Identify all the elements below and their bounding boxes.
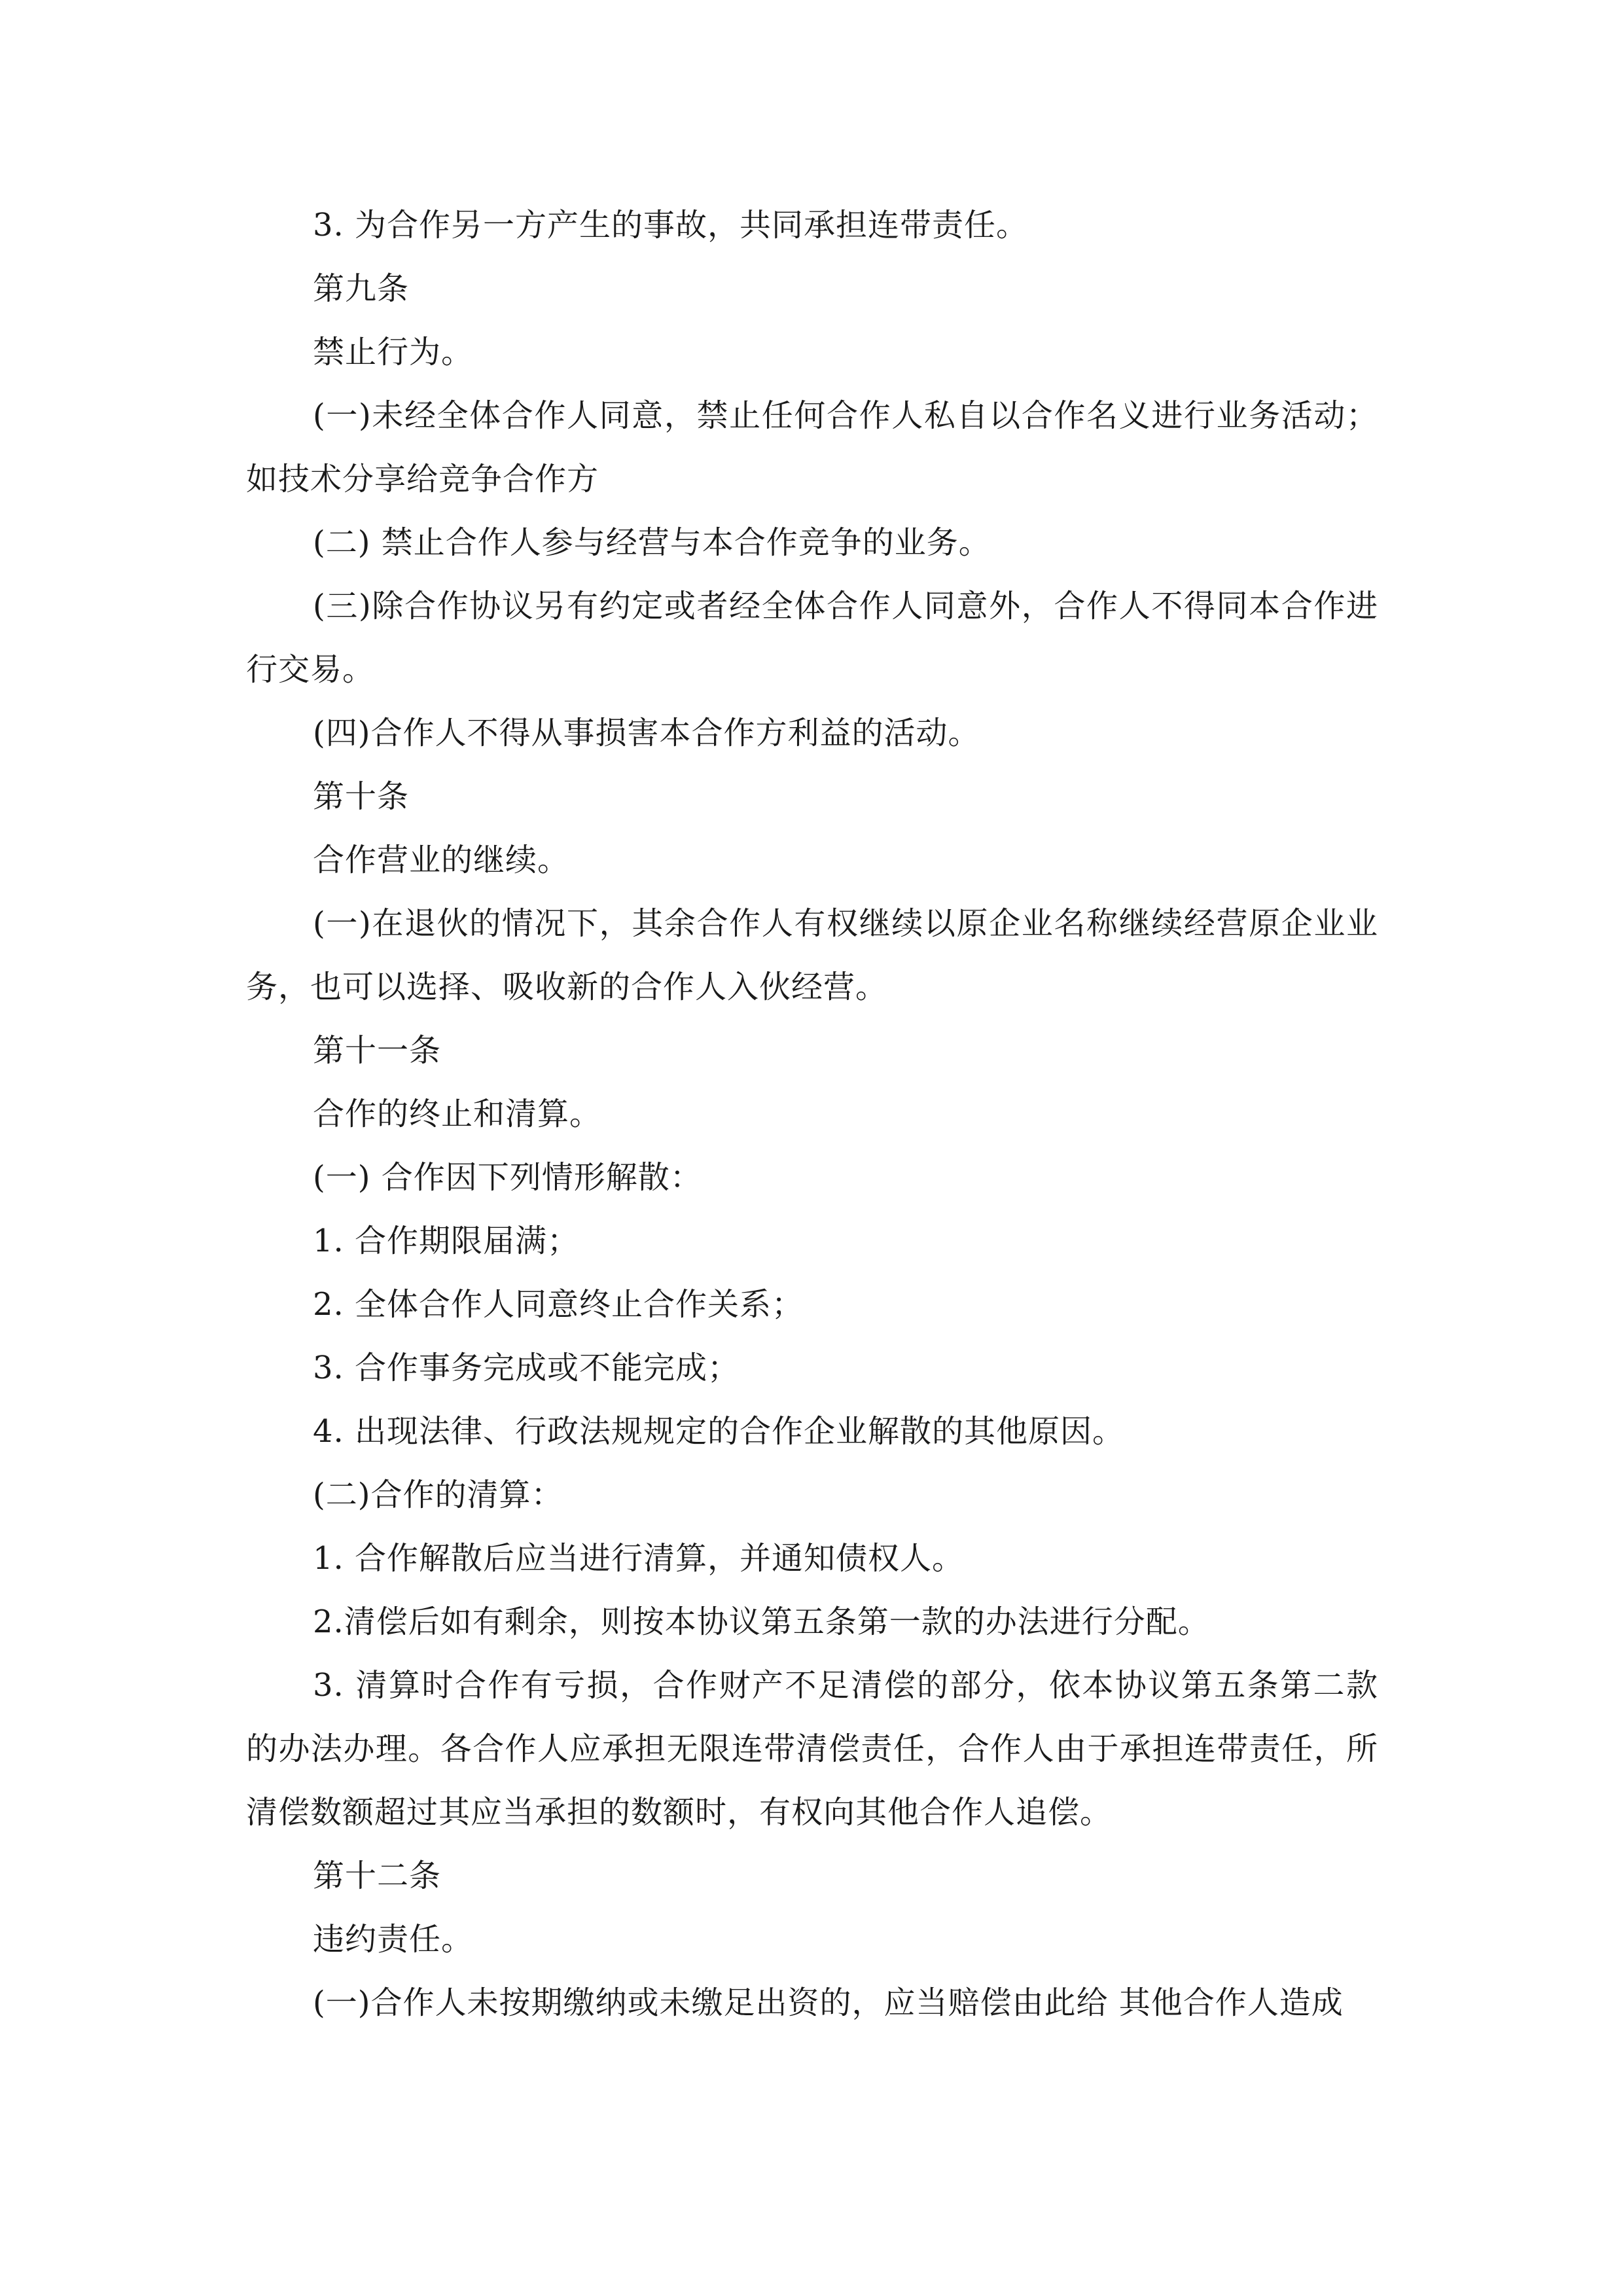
paragraph: 3. 为合作另一方产生的事故，共同承担连带责任。 <box>313 207 1029 243</box>
article-heading: 第九条 <box>313 270 410 307</box>
paragraph: (一) 合作因下列情形解散： <box>313 1159 702 1196</box>
list-item: 1. 合作解散后应当进行清算，并通知债权人。 <box>313 1540 965 1577</box>
paragraph: (二) 禁止合作人参与经营与本合作竞争的业务。 <box>313 524 991 561</box>
article-heading: 第十二条 <box>313 1857 442 1894</box>
paragraph: (三)除合作协议另有约定或者经全体合作人同意外，合作人不得同本合作进行交易。 <box>246 588 1378 688</box>
list-item: 1. 合作期限届满； <box>313 1223 580 1259</box>
paragraph: 合作营业的继续。 <box>313 842 570 878</box>
paragraph: (二)合作的清算： <box>313 1477 563 1513</box>
list-item: 4. 出现法律、行政法规规定的合作企业解散的其他原因。 <box>313 1413 1125 1450</box>
list-item: 3. 清算时合作有亏损，合作财产不足清偿的部分，依本协议第五条第二款的办法办理。各合作人应承担无限连带清偿责任，合作人由于承担连带责任，所清偿数额超过其应当承担的数额时，有权向其他合作人追偿。 <box>246 1667 1378 1831</box>
article-heading: 第十一条 <box>313 1032 442 1069</box>
list-item: 2. 全体合作人同意终止合作关系； <box>313 1286 804 1323</box>
paragraph: (一)未经全体合作人同意，禁止任何合作人私自以合作名义进行业务活动；如技术分享给竞争合作方 <box>246 397 1378 497</box>
article-heading: 第十条 <box>313 778 410 815</box>
paragraph: (四)合作人不得从事损害本合作方利益的活动。 <box>313 715 980 751</box>
paragraph: (一)在退伙的情况下，其余合作人有权继续以原企业名称继续经营原企业业务，也可以选择、吸收新的合作人入伙经营。 <box>246 905 1378 1005</box>
paragraph: 禁止行为。 <box>313 334 474 370</box>
paragraph: 合作的终止和清算。 <box>313 1096 602 1132</box>
paragraph: 违约责任。 <box>313 1921 474 1958</box>
list-item: 3. 合作事务完成或不能完成； <box>313 1350 740 1386</box>
list-item: 2.清偿后如有剩余，则按本协议第五条第一款的办法进行分配。 <box>313 1604 1210 1640</box>
paragraph: (一)合作人未按期缴纳或未缴足出资的，应当赔偿由此给 其他合作人造成 <box>313 1984 1344 2021</box>
document-body <box>246 194 1378 2035</box>
